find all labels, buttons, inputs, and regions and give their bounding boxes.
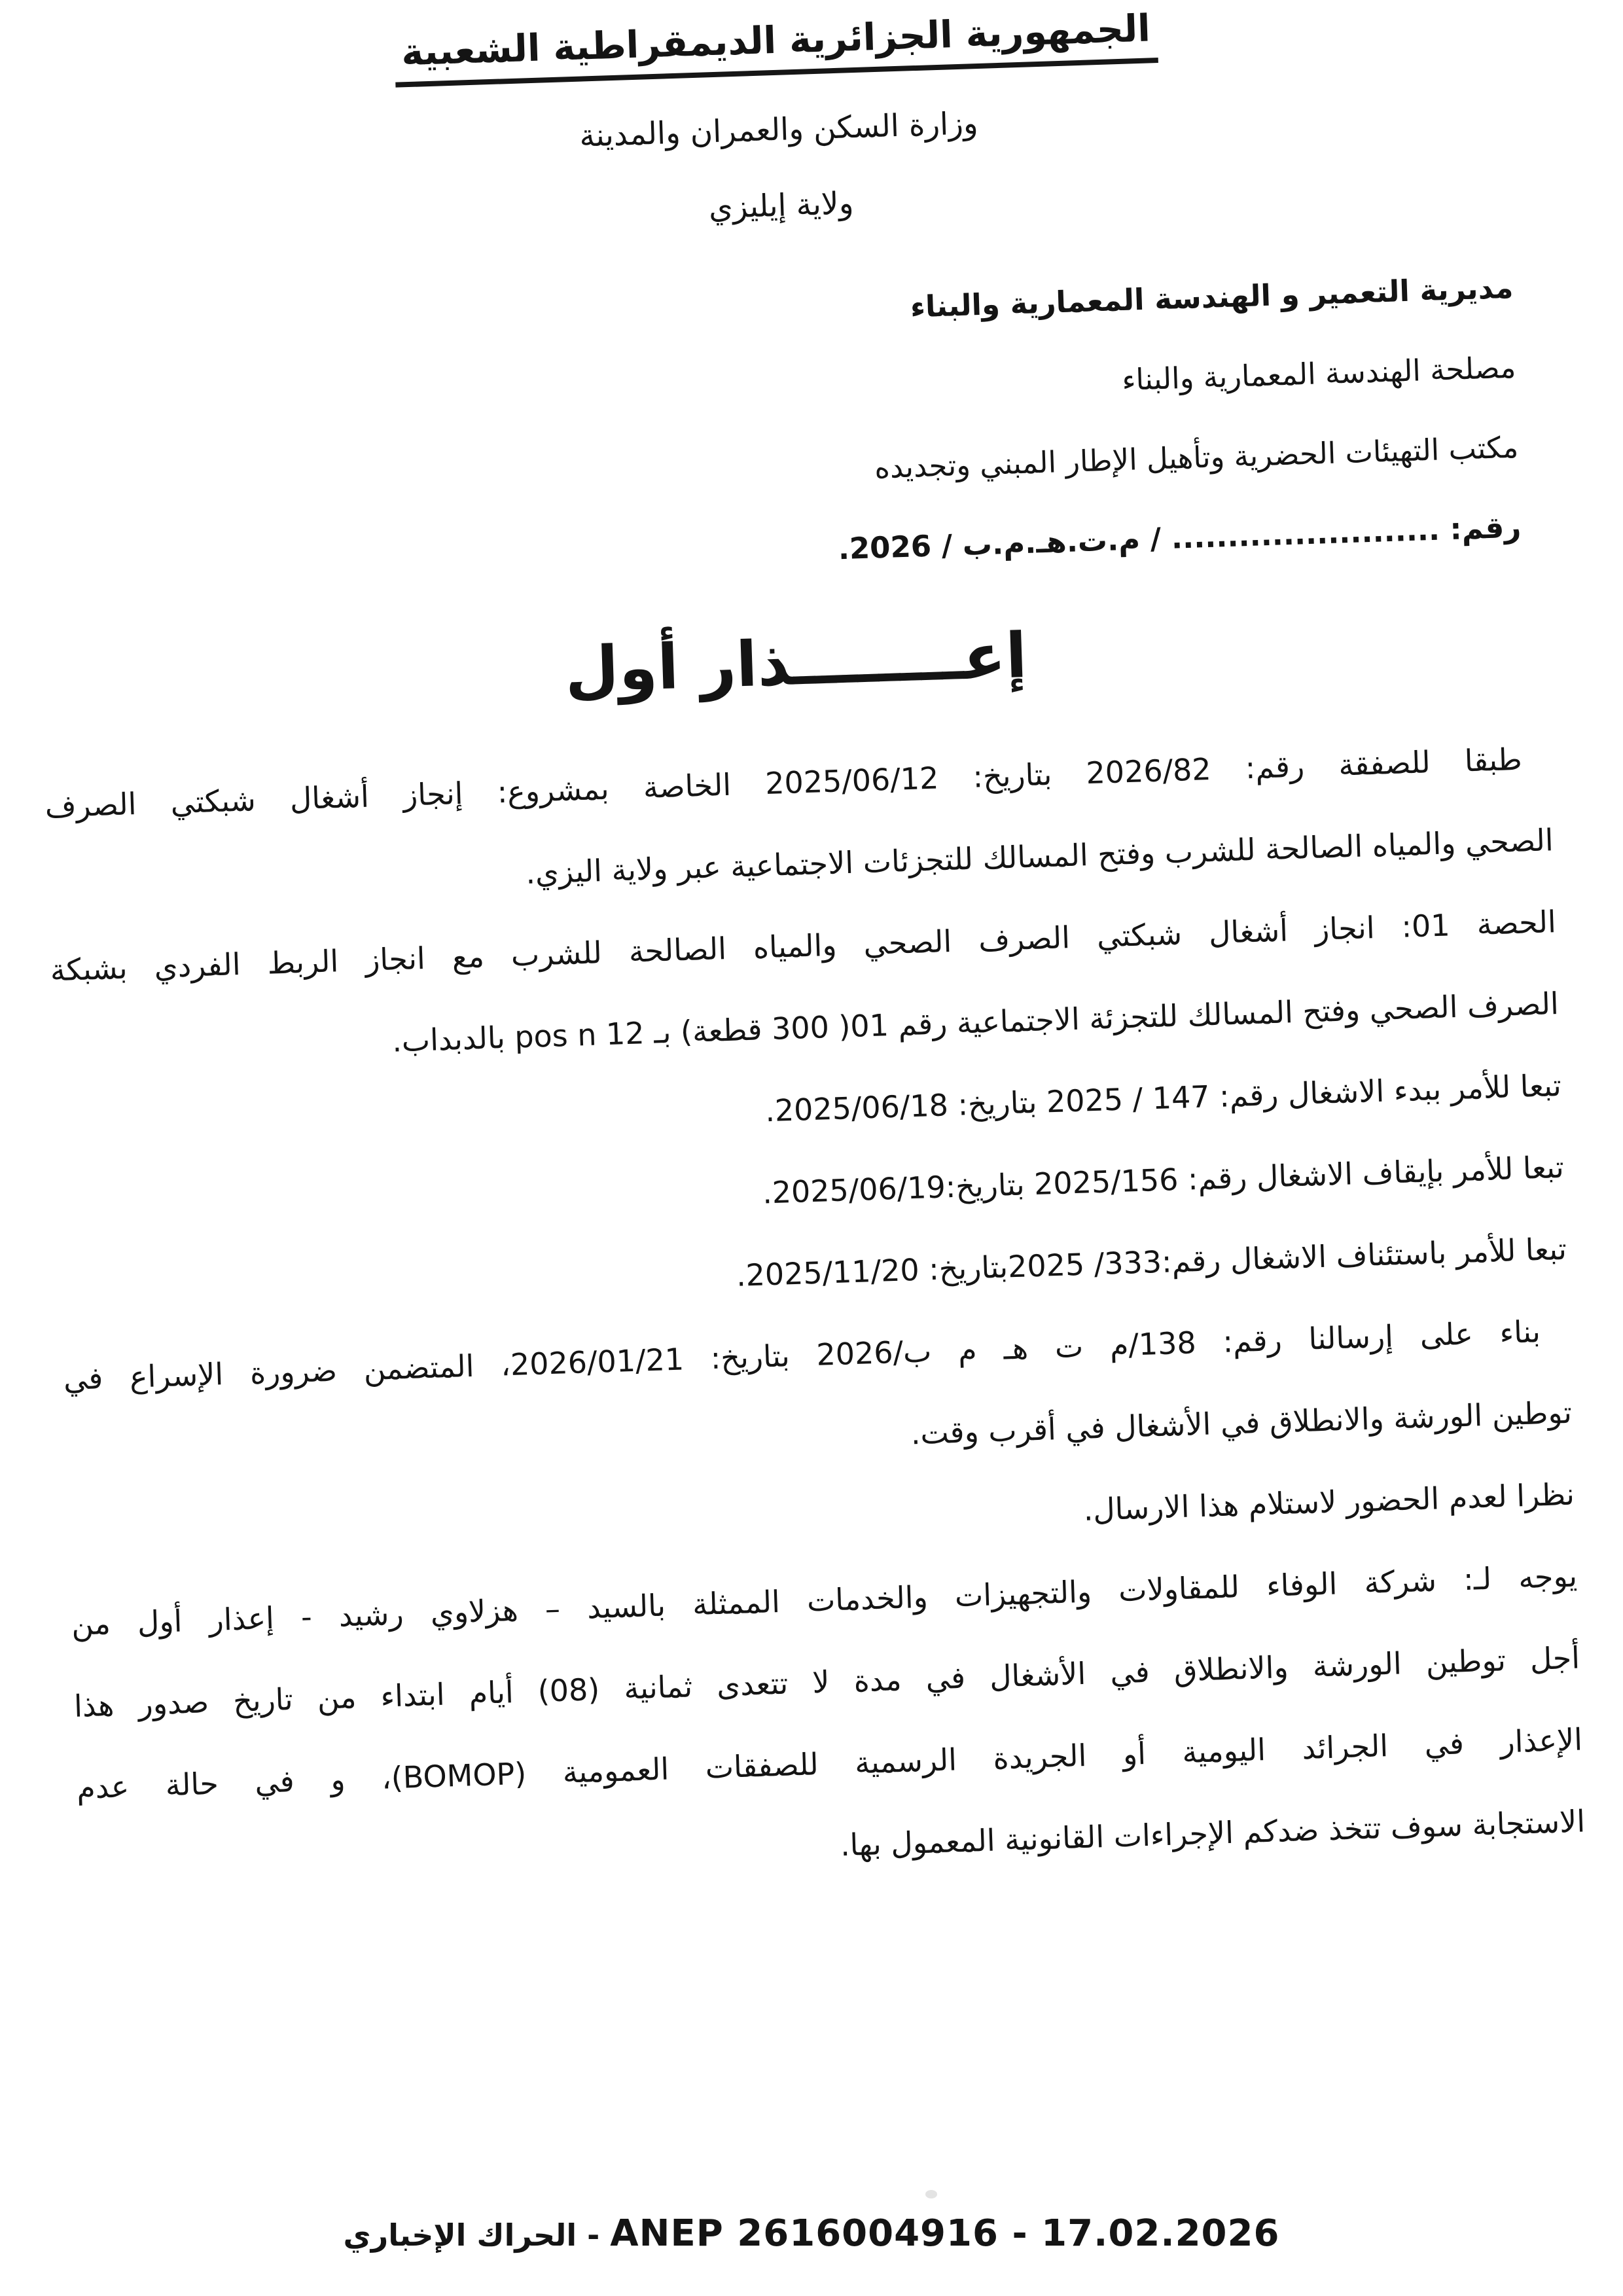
body-line: نظرا لعدم الحضور لاستلام هذا الارسال. bbox=[1082, 1476, 1575, 1528]
wilaya-line: ولاية إيليزي bbox=[708, 185, 855, 226]
ministry-line: وزارة السكن والعمران والمدينة bbox=[579, 105, 979, 154]
body-line: الاستجابة سوف تتخذ ضدكم الإجراءات القانونية المعمول بها. bbox=[840, 1803, 1586, 1863]
body-line: أجل توطين الورشة والانطلاق في الأشغال في مدة لا تتعدى ثمانية (08) أيام ابتداء من تاريخ صدور هذا bbox=[73, 1640, 1580, 1724]
notice-title: إعــــــــذار أول bbox=[563, 620, 1029, 707]
body-line: طبقا للصفقة رقم: 2026/82 بتاريخ: 2025/06/12 الخاصة بمشروع: إنجاز أشغال شبكتي الصرف bbox=[44, 741, 1523, 825]
body-line: تبعا للأمر بإيقاف الاشغال رقم: 2025/156 بتاريخ:2025/06/19. bbox=[762, 1149, 1565, 1211]
body-line: تبعا للأمر باستئناف الاشغال رقم:333/ 2025بتاريخ: 2025/11/20. bbox=[736, 1230, 1567, 1293]
body-line: يوجه لـ: شركة الوفاء للمقاولات والتجهيزات والخدمات الممثلة بالسيد – هزلاوي رشيد - إعذار أول من bbox=[71, 1558, 1578, 1642]
body-line: تبعا للأمر ببدء الاشغال رقم: 147 / 2025 بتاريخ: 2025/06/18. bbox=[764, 1067, 1562, 1129]
bureau-line: مكتب التهيئات الحضرية وتأهيل الإطار المبني وتجديده bbox=[874, 429, 1520, 486]
reference-number-line: رقم: ........................ / م.ت.هـ.م.ب / 2026. bbox=[837, 509, 1522, 567]
body-line: الإعذار في الجرائد اليومية أو الجريدة الرسمية للصفقات العمومية (BOMOP)، و في حالة عدم bbox=[76, 1721, 1583, 1806]
body-line: توطين الورشة والانطلاق في الأشغال في أقرب وقت. bbox=[910, 1394, 1573, 1452]
anep-reference: ANEP 2616004916 - 17.02.2026 bbox=[610, 2212, 1280, 2255]
directorate-line: مديرية التعمير و الهندسة المعمارية والبناء bbox=[910, 270, 1514, 325]
administrative-block bbox=[0, 245, 1605, 617]
body-paragraphs bbox=[0, 715, 1623, 1912]
press-agency-name: الحراك الإخباري bbox=[343, 2217, 577, 2253]
body-line: بناء على إرسالنا رقم: 138/م ت هـ م ب/2026 بتاريخ: 2026/01/21، المتضمن ضرورة الإسراع في bbox=[63, 1314, 1541, 1397]
scan-artifact-dot bbox=[925, 2190, 937, 2198]
service-line: مصلحة الهندسة المعمارية والبناء bbox=[1121, 350, 1517, 398]
letterhead bbox=[0, 0, 1588, 101]
footer-separator: - bbox=[577, 2217, 611, 2253]
republic-title: الجمهورية الجزائرية الديمقراطية الشعبية bbox=[394, 5, 1158, 88]
body-line: الصرف الصحي وفتح المسالك للتجزئة الاجتماعية رقم 01( 300 قطعة) بـ pos n 12 بالدبداب. bbox=[391, 986, 1560, 1059]
body-line: الصحي والمياه الصالحة للشرب وفتح المسالك للتجزئات الاجتماعية عبر ولاية اليزي. bbox=[525, 822, 1554, 891]
anep-footer bbox=[0, 2212, 1623, 2255]
body-line: الحصة 01: انجاز أشغال شبكتي الصرف الصحي والمياه الصالحة للشرب مع انجاز الربط الفردي بشبكة bbox=[49, 904, 1557, 988]
